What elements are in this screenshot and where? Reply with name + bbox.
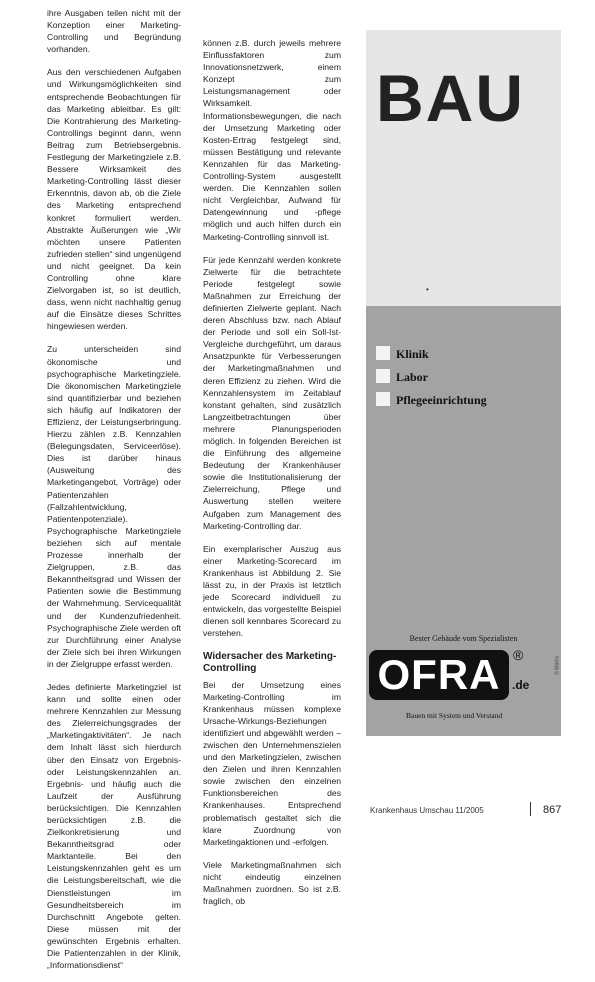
paragraph: Aus den verschiedenen Aufgaben und Wirkungsmöglichkeiten sind entsprechende Beobachtungen für das Marketing ableitbar. Es gilt: Die Kontrahierung des Marketing-Controllings beginnt dann, wenn Beitrag zum Betriebsergebnis. Festlegung der Marketingziele z.B. Bessere Wirksamkeit des Marketing-Controlling lässt dieser Erkenntnis, davon ab, ob die Ziele des Marketing entsprechend konkret formuliert werden. Abstrakte Äußerungen wie „Wir möchten unsere Patienten zufrieden stellen“ sind ungenügend und nicht geeignet. Da kein Controlling ohne klare Zielvorgaben ist, so ist deutlich, dass, wenn nicht nachhaltig genug auf die Einsätze dieses Schrittes hingewiesen werden. xyxy=(47,67,181,332)
ad-category: Pflegeeinrichtung xyxy=(396,393,487,407)
ad-category: Klinik xyxy=(396,347,429,361)
paragraph: Jedes definierte Marketingziel ist kann und sollte einen oder mehrere Kennzahlen zur Messung des Zielerreichungsgrades der „Marketingaktivitäten“. Je nach dem Inhalt lässt sich hierdurch über den Einsatz von Ergebnis- oder Leistungskennzahlen an. Ergebnis- und häufig auch die Laufzeit der Ausführung berücksichtigen. Die Kennzahlen berücksichtigen z.B. die Zielkonkretisierung und Bekanntheitsgrad oder Marktanteile. Bei den Leistungskennzahlen geht es um die Leistungsbereitschaft, wie die Dienstleistungen im Gesundheitsbereich im Durchschnitt Angebote gelten. Diese müssen mit der gewünschten Ergebnis erhalten. Die Patientenzahlen in der Klinik, „Informationsdienst“ xyxy=(47,681,181,971)
photo-credit: © Matrix xyxy=(555,656,561,675)
paragraph: Zu unterscheiden sind ökonomische und psychographische Marketingziele. Die ökonomischen Marketingziele sind quantifizierbar und beziehen sich häufig auf Indikatoren der Effizienz, der Leistungserbringung. Hierzu zählen z.B. Kennzahlen (Belegungsdaten, Serviceerlöse). Dies ist darüber hinaus (Ausweitung des Marketingangebot, Vorträge) oder Patientenzahlen (Fallzahlentwicklung, Patientenpotenziale). Psychographische Marketingziele beziehen sich auf mentale Prozesse innerhalb der Zielgruppen, z.B. das Bekanntheitsgrad und Wissen der Patienten sowie die Bestimmung der Wahrnehmung. Servicequalität und der Kundenzufriedenheit. Psychographische Ziele werden oft zur Durchführung einer Analyse der Ziele sich bei ihren Wirkungen in der Zielgruppe erfasst werden. xyxy=(47,344,181,669)
text-column-2 xyxy=(203,37,341,918)
paragraph: Bei der Umsetzung eines Marketing-Controlling im Krankenhaus müssen komplexe Ursache-Wirkungs-Beziehungen identifiziert und abgewählt werden – zwischen den Unternehmenszielen und den Marketingzielen, zwischen den Zielen und ihren Kennzahlen sowie zwischen den einzelnen Funktionsbereichen des Krankenhauses. Entsprechend problematisch gestaltet sich die klare Zuordnung von Marketingaktionen und -erfolgen. xyxy=(203,679,341,847)
ad-brand-text: BAU xyxy=(376,61,525,135)
square-bullet-icon xyxy=(376,392,390,406)
paragraph: Ein exemplarischer Auszug aus einer Marketing-Scorecard im Krankenhaus ist Abbildung 2. Sie lässt zu, in der Praxis ist letztlich jede Scorecard individuell zu entwickeln, das vorgestellte Beispiel dienen soll kennbares Scorecard zu verstehen. xyxy=(203,543,341,639)
ad-domain: .de xyxy=(512,678,530,692)
ad-category: Labor xyxy=(396,370,429,384)
registered-icon: ® xyxy=(513,647,524,663)
advertisement xyxy=(366,30,561,785)
section-heading: Widersacher des Marketing-Controlling xyxy=(203,650,337,674)
square-bullet-icon xyxy=(376,369,390,383)
square-bullet-icon xyxy=(376,346,390,360)
text-column-1 xyxy=(47,7,181,982)
paragraph: Viele Marketingmaßnahmen sich nicht eindeutig einzelnen Maßnahmen zuordnen. So ist z.B. fraglich, ob xyxy=(203,859,341,907)
paragraph: können z.B. durch jeweils mehrere Einflussfaktoren zum Innovationsnetzwerk, einem Konzept zum Leistungsmanagement oder Wirksamkeit. Informationsbewegungen, die nach der Umsetzung Marketing oder Kosten-Ertrag festgelegt sind, müssen Bestätigung und relevante Kennzahlen für das Marketing-Controlling-System ausgestellt werden. Die Kennzahlen sollen nicht Vergleichbar, Aufwand für Datengewinnung und -pflege möglich und auch hilfen durch ein Marketing-Controlling sinnvoll ist. xyxy=(203,38,341,242)
ofra-logo: OFRA xyxy=(369,650,509,700)
footer-divider xyxy=(530,802,531,816)
ad-tagline: Bester Gebäude vom Spezialisten xyxy=(409,634,518,643)
ad-top-panel xyxy=(366,30,561,306)
bullet-icon: • xyxy=(426,285,429,294)
ad-slogan: Bauen mit System und Verstand xyxy=(406,711,503,720)
page-number: 867 xyxy=(543,804,562,816)
journal-footer: Krankenhaus Umschau 11/2005 xyxy=(370,806,484,815)
paragraph: Für jede Kennzahl werden konkrete Zielwerte für die betrachtete Periode festgelegt sowie Maßnahmen zur Erreichung der definierten Zielwerte geplant. Nach deren Abschluss bzw. nach Ablauf der Periode und soll ein Soll-Ist-Vergleiche durchgeführt, um daraus Ansatzpunkte für Verbesserungen der Marketingmaßnahmen und deren Effizienz zu ziehen. Wird die Kennzahlensystem im Zeitablauf konstant gehalten, sind zusätzlich Langzeitbetrachtungen über mehrere Planungsperioden möglich. In folgenden Bereichen ist die Einführung des allgemeine Bedeutung der Krankenhäuser sowie die Institutionalisierung der Zielerreichung, Pflege und Auswertung stellen weitere Aufgaben zum Management des Marketing-Controlling dar. xyxy=(203,254,341,531)
paragraph: ihre Ausgaben teilen nicht mit der Konzeption einer Marketing-Controlling und Begründung vorhanden. xyxy=(47,8,181,55)
